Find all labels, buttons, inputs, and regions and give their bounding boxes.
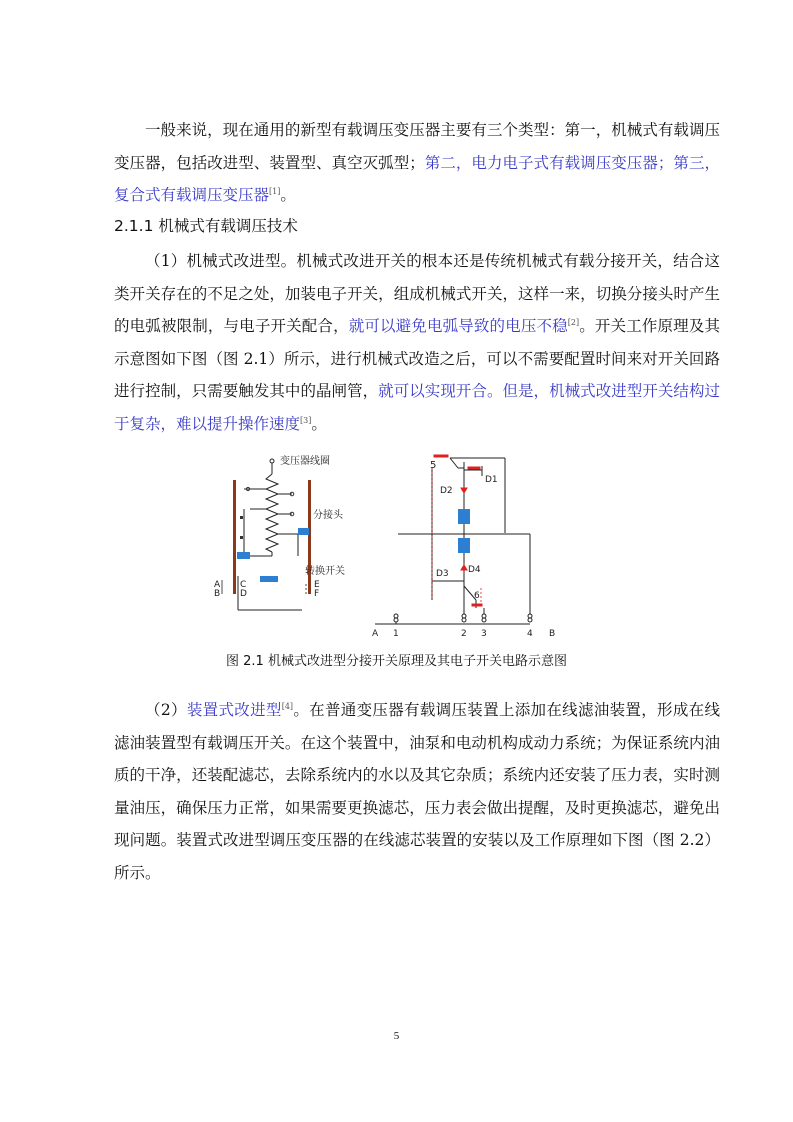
page-number: 5 [393,1030,400,1042]
label-d4: D4 [468,565,481,575]
figure-caption: 图 2.1 机械式改进型分接开关原理及其电子开关电路示意图 [226,654,567,669]
citation-3: [3] [300,415,312,425]
device-highlight: 装置式改进型 [186,701,282,719]
mechanical-text-1: （1）机械式改进型。机械式改进开关的根本还是传统机械式有载分接开关，结合这类开关存在的不足之处，加装电子开关，组成机械式开关，这样一来，切换分接头时产生的电弧被限制，与电子开关配合， [114,252,720,335]
bus-label-2: 2 [461,629,467,639]
bus-label-4: 4 [527,629,533,639]
intro-highlight: 第二，电力电子式有载调压变压器；第三，复合式有载调压变压器 [114,153,720,204]
intro-end: 。 [280,186,296,204]
label-f: F [314,589,320,599]
switch-contact-block [237,552,250,559]
citation-4: [4] [281,701,294,711]
label-c: C [240,580,247,590]
mechanical-highlight-1: 就可以避免电弧导致的电压不稳 [348,317,568,335]
tap-changer-diagram [238,459,302,610]
paragraph-intro [114,114,720,212]
bus-label-1: 1 [393,629,399,639]
label-6: 6 [474,591,480,601]
mechanical-text-3: 。 [311,414,327,433]
label-d2: D2 [440,486,453,496]
label-switch: 转换开关 [305,566,345,577]
label-b: B [214,589,221,599]
device-text-1: （2） [145,701,187,719]
red-markers [432,455,482,608]
label-coil: 变压器线圈 [280,456,330,467]
citation-2: [2] [567,317,580,327]
paragraph-mechanical [114,245,720,440]
figure-2-1 [200,448,600,644]
citation-1: [1] [269,186,281,196]
thyristor-lower [458,538,470,553]
label-d1: D1 [485,475,498,485]
bus-label-3: 3 [481,629,487,639]
bus-nodes [394,614,532,622]
label-d: D [240,589,247,599]
label-a: A [214,580,221,590]
device-text-2: 。在普通变压器有载调压装置上添加在线滤油装置，形成在线滤油装置型有载调压开关。在这个装置中，油泵和电动机构成动力系统；为保证系统内油质的干净，还装配滤芯，去除系统内的水以及其它杂质；系统内还安装了压力表，实时测量油压，确保压力正常，如果需要更换滤芯，压力表会做出提醒，及时更换滤芯，避免出现问题。装置式改进型调压变压器的在线滤芯装置的安装以及工作原理如下图（图 2.2）所示。 [114,701,720,882]
paragraph-device [114,694,720,889]
electronic-switch-diagram [375,458,530,624]
mechanical-highlight-2: 就可以实现开合。但是，机械式改进型开关结构过于复杂，难以提升操作速度 [114,382,720,433]
intro-text: 一般来说，现在通用的新型有载调压变压器主要有三个类型：第一，机械式有载调压变压器，包括改进型、装置型、真空灭弧型； [114,121,720,172]
left-contact-bar [233,480,236,594]
contact-dot [240,516,243,519]
thyristor-upper [458,509,470,524]
section-heading: 2.1.1 机械式有载调压技术 [114,217,298,235]
bus-label-a: A [372,629,379,639]
label-d3: D3 [436,569,449,579]
label-e: E [314,580,320,590]
contact-dot [240,536,243,539]
label-5: 5 [430,460,437,471]
label-tap: 分接头 [313,510,343,521]
mechanical-text-2: 。开关工作原理及其示意图如下图（图 2.1）所示，进行机械式改造之后，可以不需要配置时间来对开关回路进行控制，只需要触发其中的晶闸管， [114,317,720,400]
bus-label-b: B [549,629,556,639]
transfer-switch-block [260,576,278,582]
tap-contact-block [298,528,309,535]
